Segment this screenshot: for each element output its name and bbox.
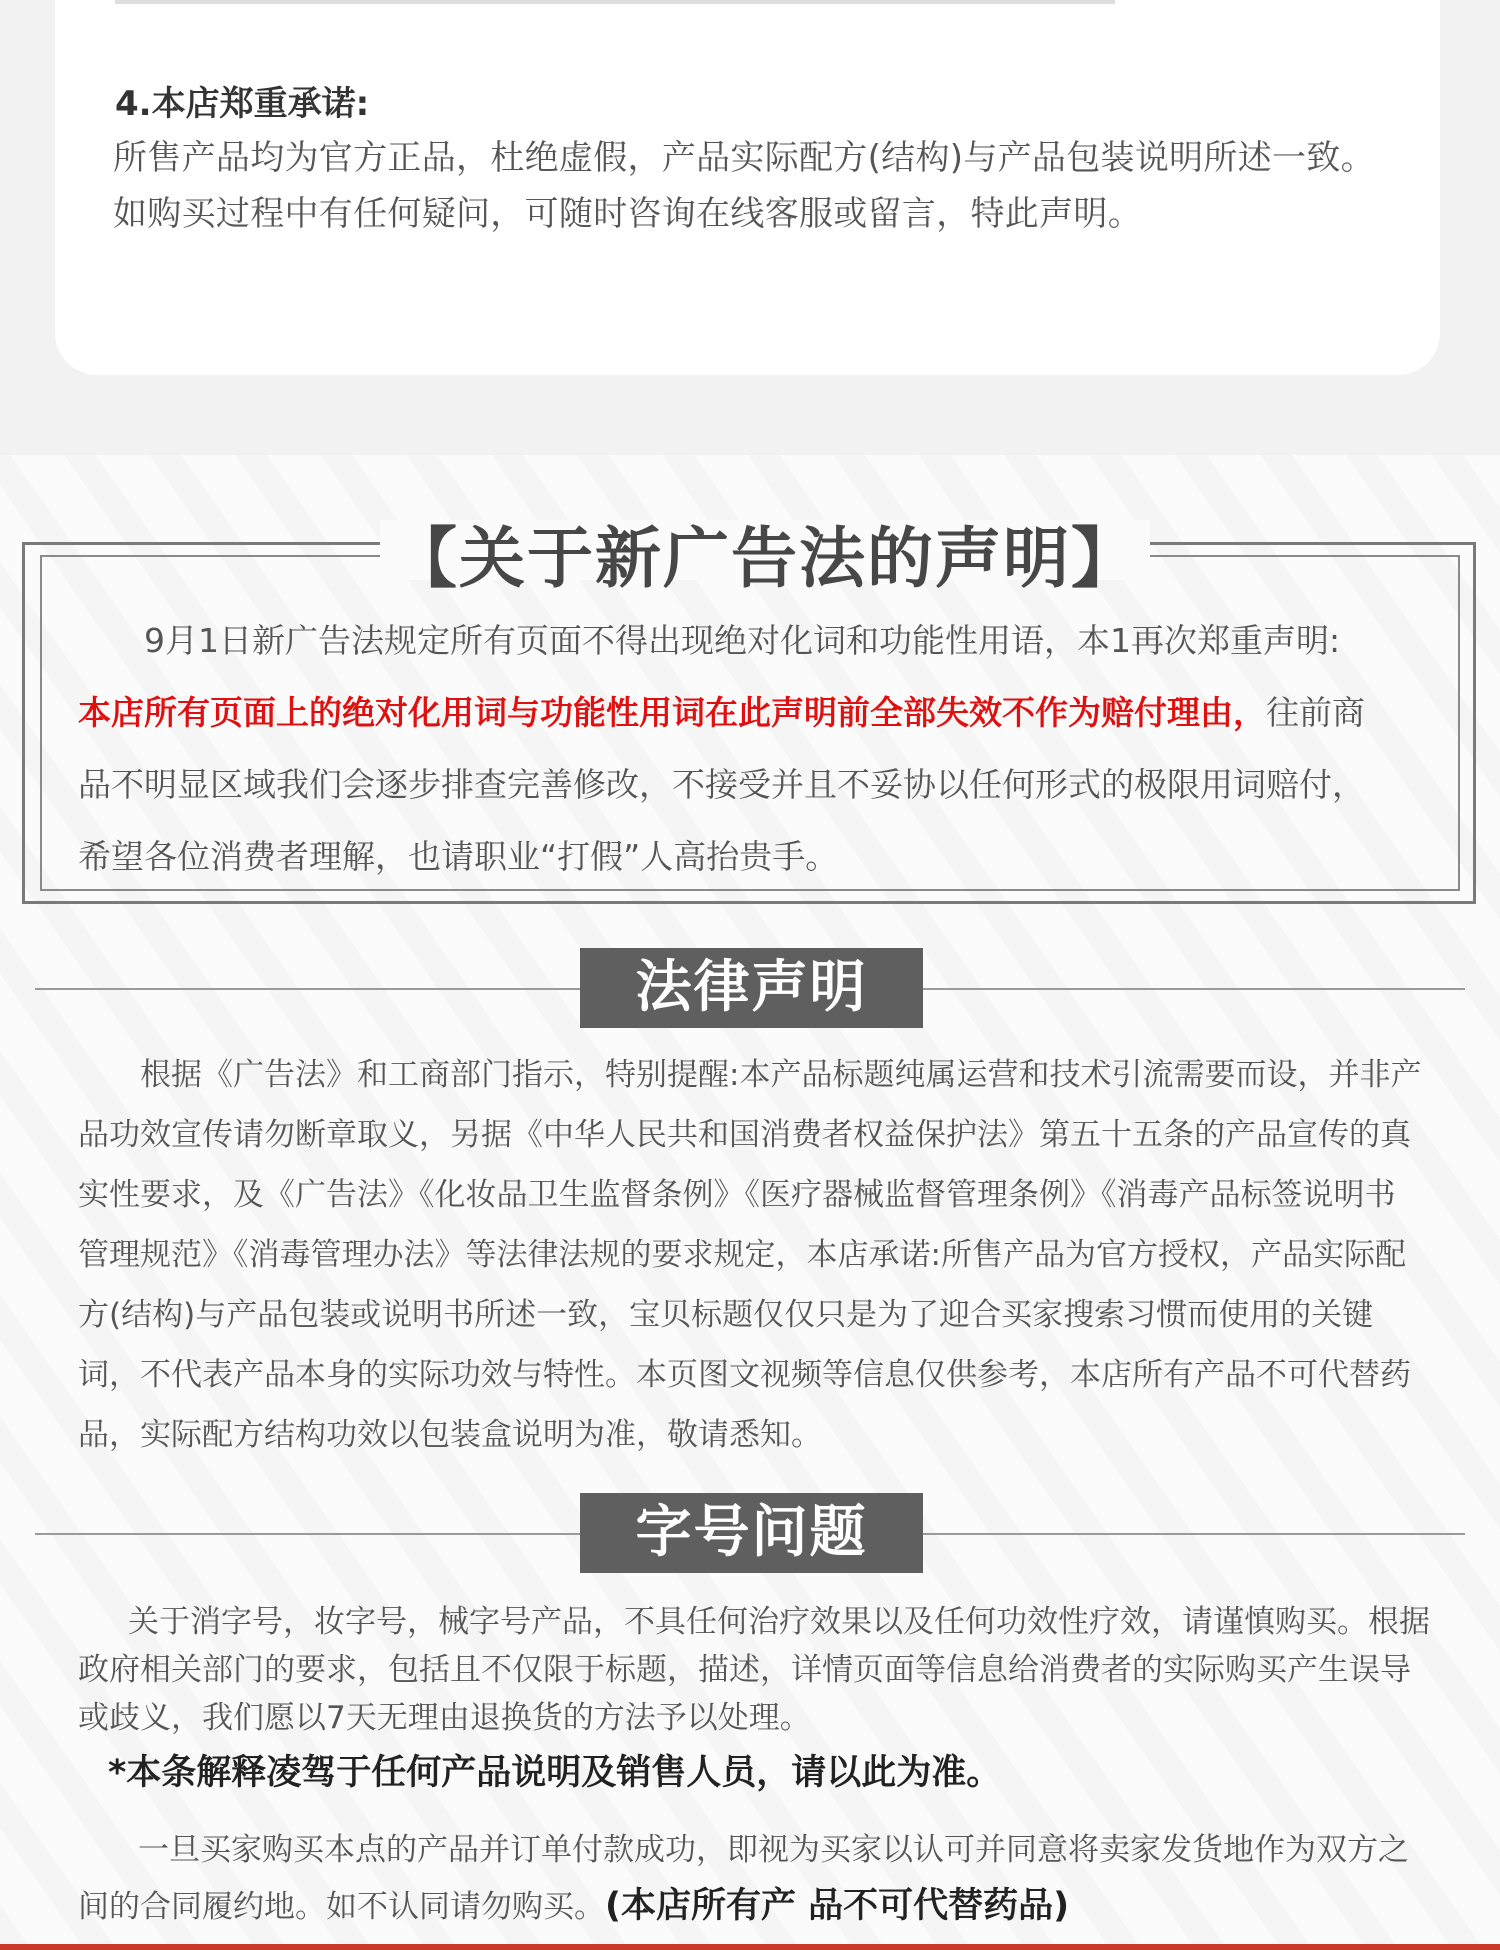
font-issue-body: [78, 1598, 1438, 1742]
promise-title: 4.本店郑重承诺:: [115, 84, 370, 124]
ad-law-intro: 9月1日新广告法规定所有页面不得出现绝对化词和功能性用语，本1再次郑重声明:: [144, 621, 1341, 660]
ad-law-highlight: 本店所有页面上的绝对化用词与功能性用词在此声明前全部失效不作为赔付理由，: [78, 693, 1266, 732]
bottom-accent-bar: [0, 1944, 1500, 1950]
ad-law-title: 【关于新广告法的声明】: [391, 520, 1139, 597]
ad-law-rest: 往前商品不明显区域我们会逐步排查完善修改，不接受并且不妥协以任何形式的极限用词赔付，希望各位消费者理解，也请职业“打假”人高抬贵手。: [78, 693, 1365, 876]
cut-off-text-line: [115, 0, 1115, 4]
legal-heading: 法律声明: [580, 948, 923, 1028]
final-bold-text: (本店所有产 品不可代替药品): [605, 1886, 1070, 1926]
priority-note: *本条解释凌驾于任何产品说明及销售人员，请以此为准。: [108, 1753, 1002, 1793]
legal-body: [78, 1045, 1423, 1465]
final-text: 一旦买家购买本点的产品并订单付款成功，即视为买家以认可并同意将卖家发货地作为双方之间的合同履约地。如不认同请勿购买。: [78, 1832, 1409, 1925]
ad-law-body: [78, 605, 1388, 893]
final-statement: [78, 1822, 1438, 1935]
font-issue-text: 关于消字号，妆字号，械字号产品，不具任何治疗效果以及任何功效性疗效，请谨慎购买。根据政府相关部门的要求，包括且不仅限于标题，描述，详情页面等信息给消费者的实际购买产生误导或歧义，我们愿以7天无理由退换货的方法予以处理。: [78, 1604, 1430, 1736]
promise-body: 所售产品均为官方正品，杜绝虚假，产品实际配方(结构)与产品包装说明所述一致。如购买过程中有任何疑问，可随时咨询在线客服或留言，特此声明。: [113, 138, 1375, 234]
legal-text: 根据《广告法》和工商部门指示，特别提醒:本产品标题纯属运营和技术引流需要而设，并非产品功效宣传请勿断章取义，另据《中华人民共和国消费者权益保护法》第五十五条的产品宣传的真实性要求，及《广告法》《化妆品卫生监督条例》《医疗器械监督管理条例》《消毒产品标签说明书管理规范》《消毒管理办法》等法律法规的要求规定，本店承诺:所售产品为官方授权，产品实际配方(结构)与产品包装或说明书所述一致，宝贝标题仅仅只是为了迎合买家搜索习惯而使用的关键词，不代表产品本身的实际功效与特性。本页图文视频等信息仅供参考，本店所有产品不可代替药品，实际配方结构功效以包装盒说明为准，敬请悉知。: [78, 1057, 1422, 1453]
font-issue-heading: 字号问题: [580, 1493, 923, 1573]
